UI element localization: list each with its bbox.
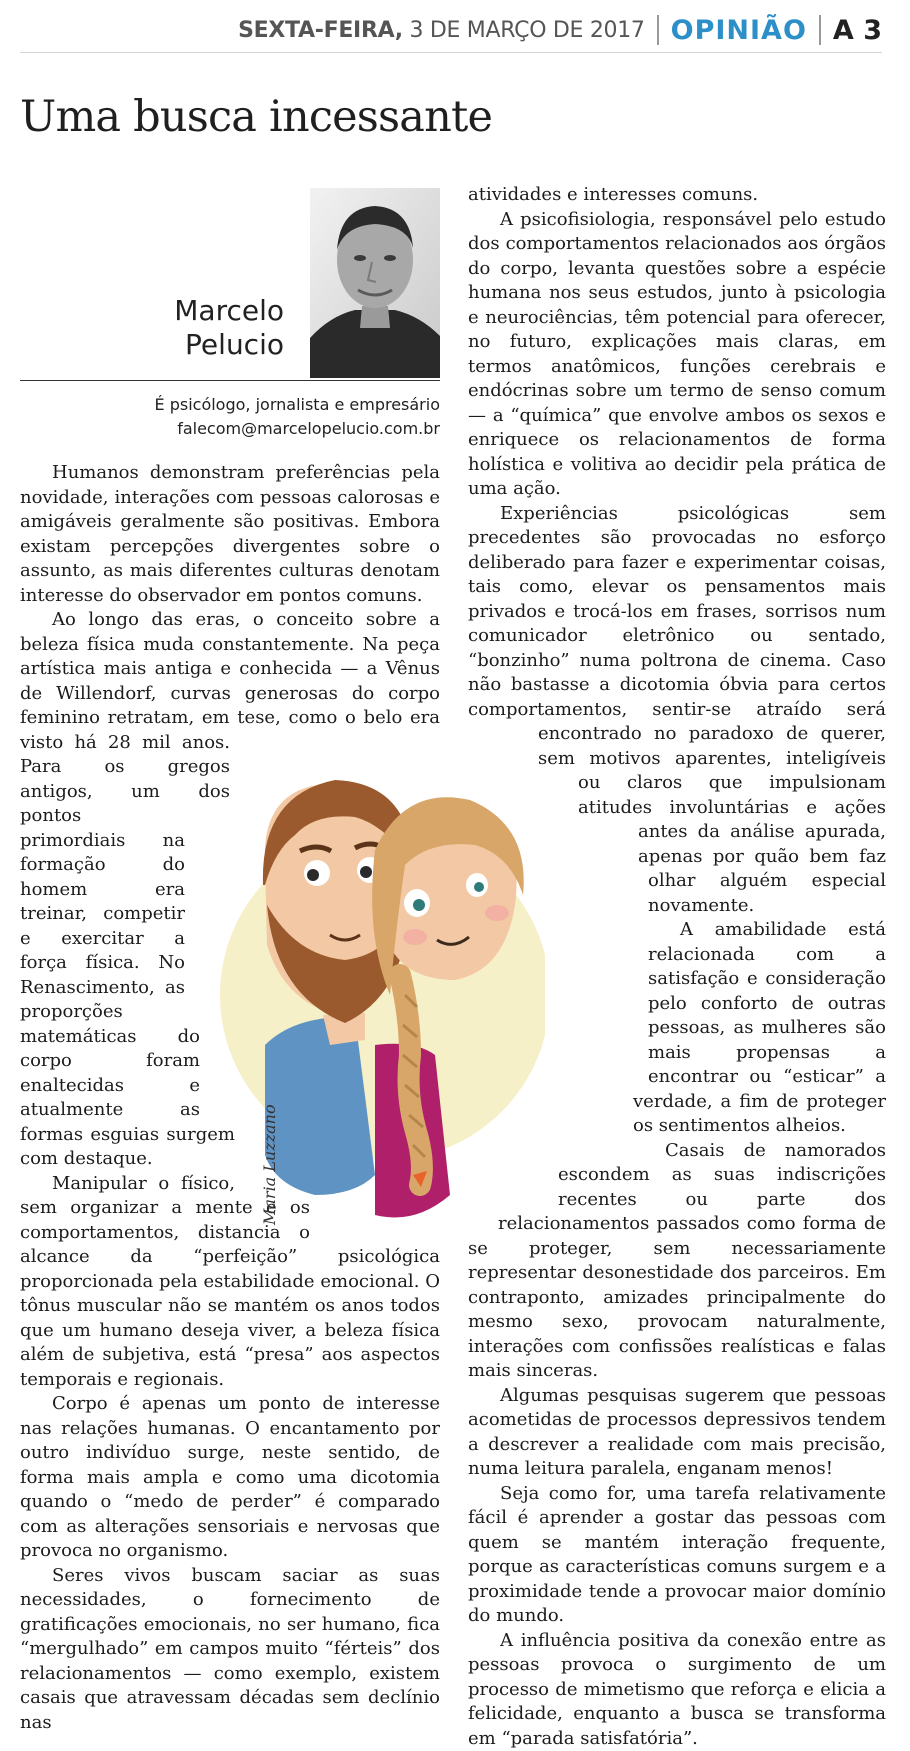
paragraph: Ao longo das eras, o conceito sobre a beleza física muda constantemente. Na peça artística mais antiga e conhecida — a Vênus de Willendorf, curvas generosas do corpo feminino retratam, em tese, como o belo era visto há 28 mil anos. Para os gregos antigos, um dos pontos primordiais na formação do homem era treinar, competir e exercitar a força física. No Renascimento, as proporções matemáticas do corpo foram enaltecidas e atualmente as formas esguias surgem com destaque. xyxy=(20,608,440,1172)
paragraph: A amabilidade está relacionada com a satisfação e consideração pelo conforto de outras pessoas, as mulheres são mais propensas a encontrar ou “esticar” a verdade, a fim de proteger os sentimentos alheios. xyxy=(468,918,886,1139)
paragraph: Seres vivos buscam saciar as suas necessidades, o fornecimento de gratificações emocionais, no ser humano, fica “mergulhado” em campos muito “férteis” dos relacionamentos — como exemplo, existem casais que atravessam décadas sem declínio nas xyxy=(20,1564,440,1736)
paragraph: Algumas pesquisas sugerem que pessoas acometidas de processos depressivos tendem a descrever a realidade com mais precisão, numa leitura paralela, enganam menos! xyxy=(468,1384,886,1482)
paragraph: Casais de namorados escondem as suas indiscrições recentes ou parte dos relacionamentos passados como forma de se proteger, sem necessariamente representar desonestidade dos parceiros. Em contraponto, amizades principalmente do mesmo sexo, provocam naturalmente, interações com confissões realísticas e falas mais sinceras. xyxy=(468,1139,886,1384)
author-bio xyxy=(20,393,440,441)
header-divider xyxy=(819,15,821,45)
paragraph: atividades e interesses comuns. xyxy=(468,183,886,208)
paragraph: Experiências psicológicas sem precedentes são provocadas no esforço deliberado para fazer e experimentar coisas, tais como, elevar os pensamentos mais privados e trocá-los em frases, sorrisos num comunicador eletrônico ou sentado, “bonzinho” numa poltrona de cinema. Caso não bastasse a dicotomia óbvia para certos comportamentos, sentir-se atraído será encontrado no paradoxo de querer, sem motivos aparentes, inteligíveis ou claros que impulsionam atitudes involuntárias e ações antes da análise apurada, apenas por quão bem faz olhar alguém especial novamente. xyxy=(468,502,886,919)
header-date: SEXTA-FEIRA, 3 DE MARÇO DE 2017 xyxy=(238,18,645,43)
page-number: A 3 xyxy=(833,15,882,46)
author-email: falecom@marcelopelucio.com.br xyxy=(20,417,440,441)
author-photo xyxy=(310,188,440,378)
paragraph: A psicofisiologia, responsável pelo estudo dos comportamentos relacionados aos órgãos do corpo, levanta questões sobre a espécie humana nos seus estudos, junto à psicologia e neurociências, têm potencial para oferecer, no futuro, explicações mais claras, em termos anatômicos, funções cerebrais e endócrinas sobre um termo de senso comum — a “química” que envolve ambos os sexos e enriquece os relacionamentos de forma holística e volitiva ao decidir pela prática de uma ação. xyxy=(468,208,886,502)
article-title: Uma busca incessante xyxy=(20,92,492,142)
author-description: É psicólogo, jornalista e empresário xyxy=(20,393,440,417)
paragraph: Seja como for, uma tarefa relativamente fácil é aprender a gostar das pessoas com quem se mantém interação frequente, porque as características comuns surgem e a proximidade tende a provocar maior domínio do mundo. xyxy=(468,1482,886,1629)
couple-illustration xyxy=(205,755,545,1275)
illustration-signature: Maria Luzzano xyxy=(260,1104,279,1226)
paragraph: Humanos demonstram preferências pela novidade, interações com pessoas calorosas e amigáveis geralmente são positivas. Embora existam percepções divergentes sobre o assunto, as mais diferentes culturas denotam interesse do observador em pontos comuns. xyxy=(20,461,440,608)
section-name: OPINIÃO xyxy=(671,15,807,46)
paragraph: Corpo é apenas um ponto de interesse nas relações humanas. O encantamento por outro indivíduo surge, neste sentido, de forma mais ampla e como uma dicotomia quando o “medo de perder” é comparado com as alterações sensoriais e nervosas que provoca no organismo. xyxy=(20,1392,440,1564)
author-name: Marcelo Pelucio xyxy=(174,294,284,362)
paragraph: A influência positiva da conexão entre as pessoas provoca o surgimento de um processo de mimetismo que reforça e elicia a felicidade, enquanto a busca se transforma em “parada satisfatória”. xyxy=(468,1629,886,1751)
page-header xyxy=(20,8,882,53)
paragraph: Manipular o físico, sem organizar a mente e os comportamentos, distancia o alcance da “perfeição” psicológica proporcionada pela estabilidade emocional. O tônus muscular não se mantém os anos todos que um humano deseja viver, a beleza física além de subjetiva, está “presa” aos aspectos temporais e regionais. xyxy=(20,1172,440,1393)
author-block xyxy=(20,188,440,381)
header-divider xyxy=(657,15,659,45)
